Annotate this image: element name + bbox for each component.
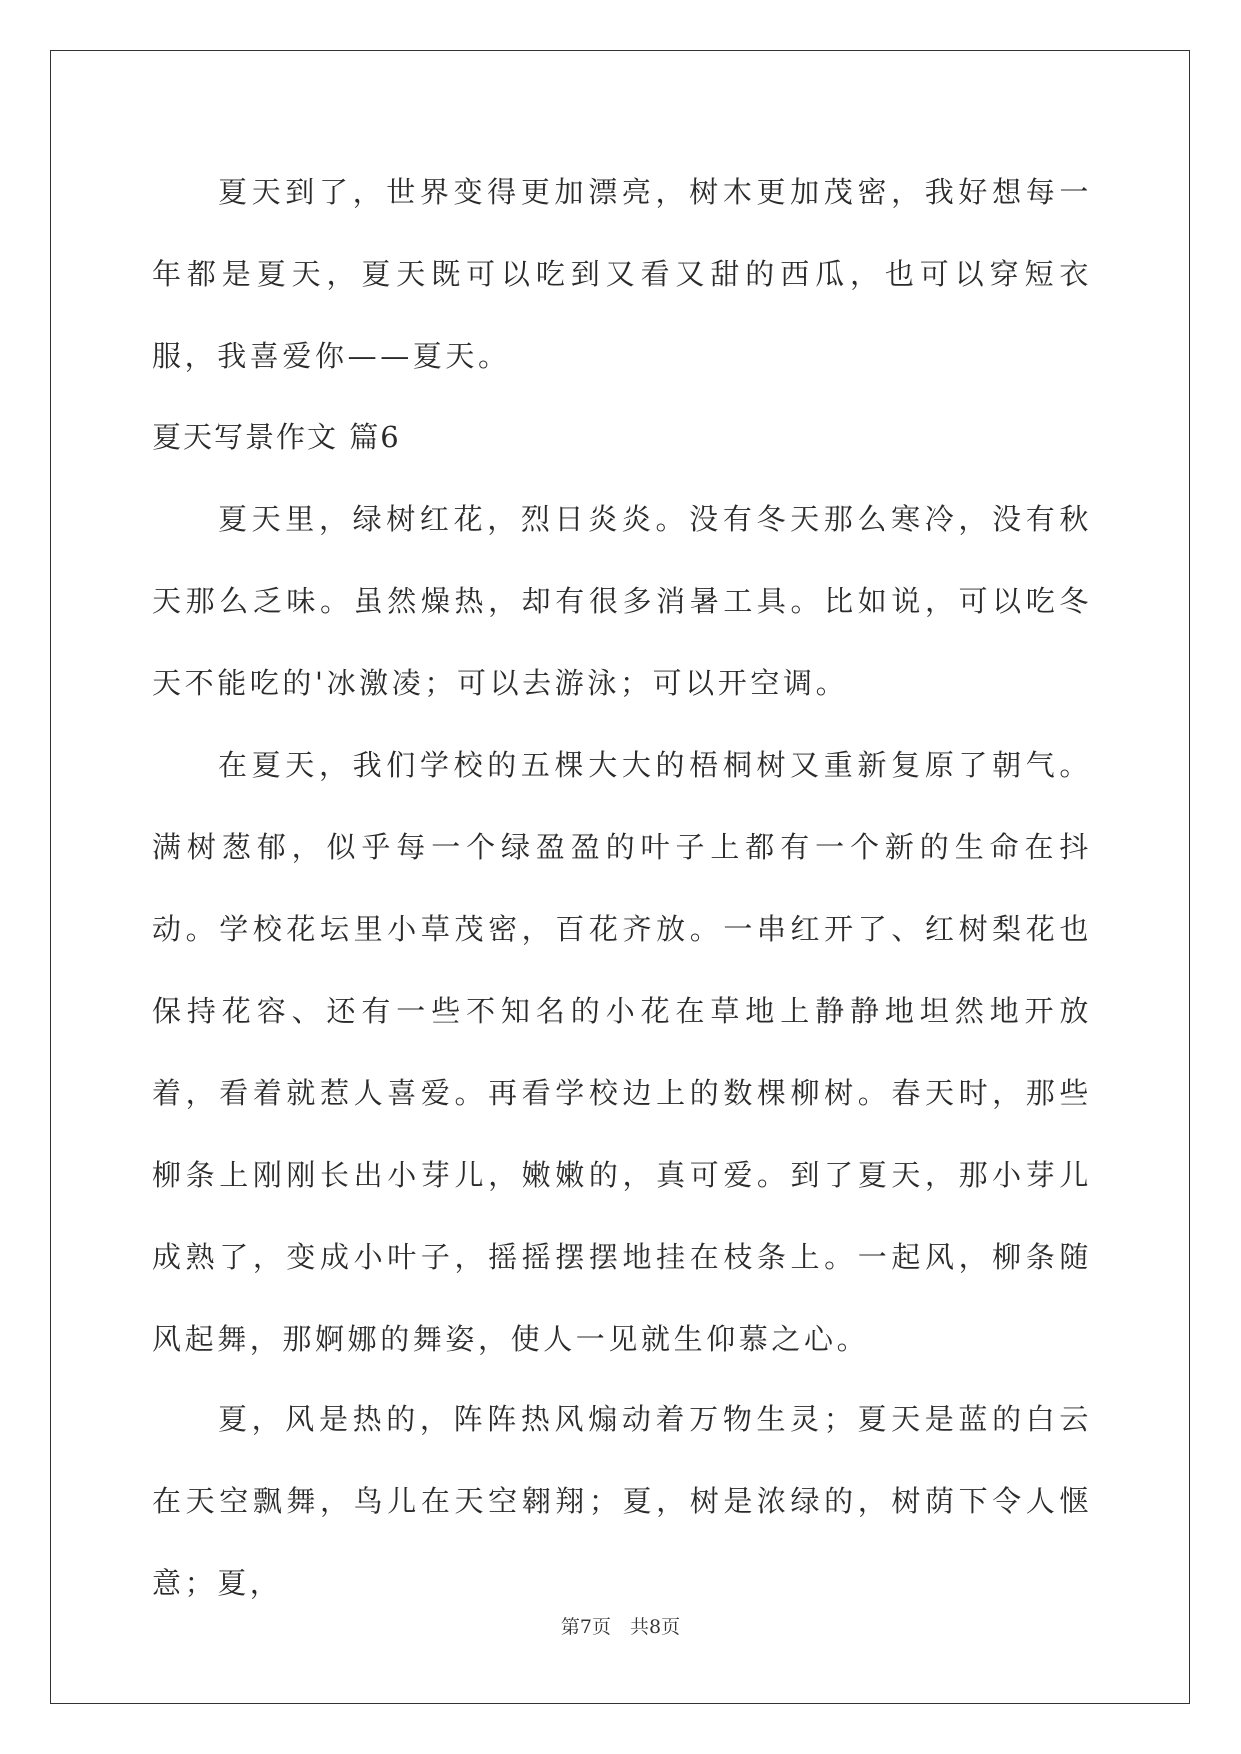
paragraph-school-trees: 在夏天，我们学校的五棵大大的梧桐树又重新复原了朝气。满树葱郁，似乎每一个绿盈盈的叶子上都有一个新的生命在抖动。学校花坛里小草茂密，百花齐放。一串红开了、红树梨花也保持花容、还有一些不知名的小花在草地上静静地坦然地开放着，看着就惹人喜爱。再看学校边上的数棵柳树。春天时，那些柳条上刚刚长出小芽儿，嫩嫩的，真可爱。到了夏天，那小芽儿成熟了，变成小叶子，摇摇摆摆地挂在枝条上。一起风，柳条随风起舞，那婀娜的舞姿，使人一见就生仰慕之心。 [152, 748, 1092, 1356]
paragraph-summer-intro: 夏天里，绿树红花，烈日炎炎。没有冬天那么寒冷，没有秋天那么乏味。虽然燥热，却有很多消暑工具。比如说，可以吃冬天不能吃的'冰激凌；可以去游泳；可以开空调。 [152, 502, 1092, 700]
section-heading: 夏天写景作文 篇6 [152, 420, 401, 454]
paragraph-summer-wind: 夏，风是热的，阵阵热风煽动着万物生灵；夏天是蓝的白云在天空飘舞，鸟儿在天空翱翔；夏，树是浓绿的，树荫下令人惬意；夏， [152, 1402, 1092, 1600]
paragraph-summer-arrives: 夏天到了，世界变得更加漂亮，树木更加茂密，我好想每一年都是夏天，夏天既可以吃到又看又甜的西瓜，也可以穿短衣服，我喜爱你——夏天。 [152, 175, 1092, 373]
page-number-footer: 第7页 共8页 [560, 1616, 681, 1638]
